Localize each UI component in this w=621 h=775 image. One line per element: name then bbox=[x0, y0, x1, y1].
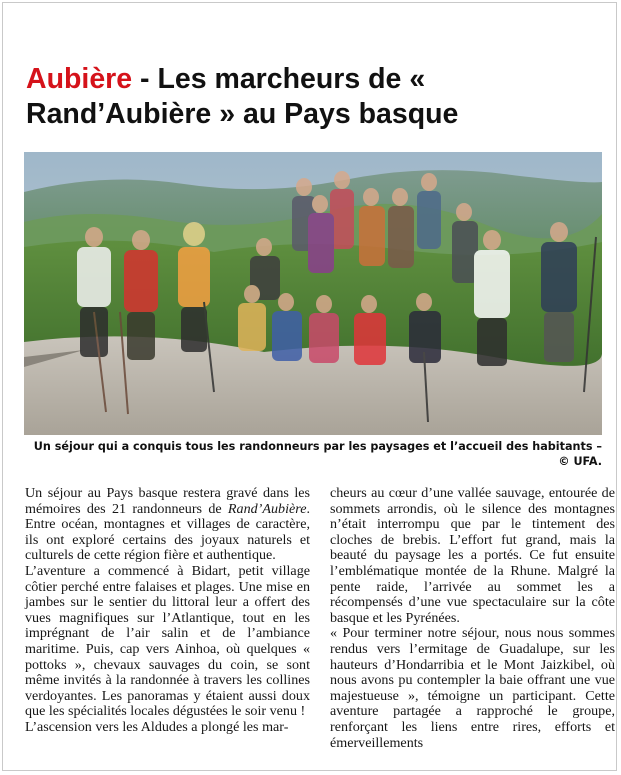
paragraph: L’aventure a commencé à Bidart, petit village côtier perché entre falaises et plages. Une mise en jambes sur le sentier du littoral leur a offert des vues magnifiques sur l’Atlantique, tout en les imprégnant de l’air salin et de l’ambiance maritime. Puis, cap vers Ainhoa, où quelques « pottoks », chevaux sauvages du coin, se sont même invités à la randonnée à travers les collines verdoyantes. Les panoramas y étaient aussi doux que les spécialités locales dégustées le soir venu ! bbox=[25, 562, 310, 720]
paragraph: L’ascension vers les Aldudes a plongé les mar- bbox=[25, 718, 289, 735]
club-name: Rand’Aubière bbox=[227, 500, 307, 517]
headline-town: Aubière bbox=[26, 63, 133, 95]
photo-caption: Un séjour qui a conquis tous les randonneurs par les paysages et l’accueil des habitants – © UFA. bbox=[33, 440, 602, 468]
article-headline bbox=[26, 62, 606, 132]
article-column-right bbox=[330, 486, 615, 751]
article-column-left bbox=[25, 486, 310, 736]
paragraph: « Pour terminer notre séjour, nous nous sommes rendus vers l’ermitage de Guadalupe, sur les hauteurs d’Hondarribia et le Mont Jaizkibel, où nous avons pu contempler la baie offrant une vue majestueuse », témoigne un participant. Cette aventure partagée a rapproché le groupe, renforçant les liens entre rires, efforts et émerveillements bbox=[330, 625, 615, 751]
group-photo bbox=[24, 152, 602, 435]
paragraph: cheurs au cœur d’une vallée sauvage, entourée de sommets arrondis, où le silence des montagnes n’était interrompu que par le tintement des cloches de brebis. L’effort fut grand, mais la beauté du paysage les a portés. Ce fut ensuite l’emblématique montée de la Rhune. Malgré la pente raide, l’arrivée au sommet les a récompensés d’une vue spectaculaire sur la côte basque et les Pyrénées. bbox=[330, 485, 615, 626]
headline-title: - Les marcheurs de « Rand’Aubière » au Pays basque bbox=[26, 63, 459, 130]
paragraph: Un séjour au Pays basque restera gravé dans les mémoires des 21 randonneurs de Rand’Aubière. Entre océan, montagnes et villages de caractère, ils ont exploré certains des joyaux naturels et culturels de cette région fière et authentique. bbox=[25, 485, 310, 564]
